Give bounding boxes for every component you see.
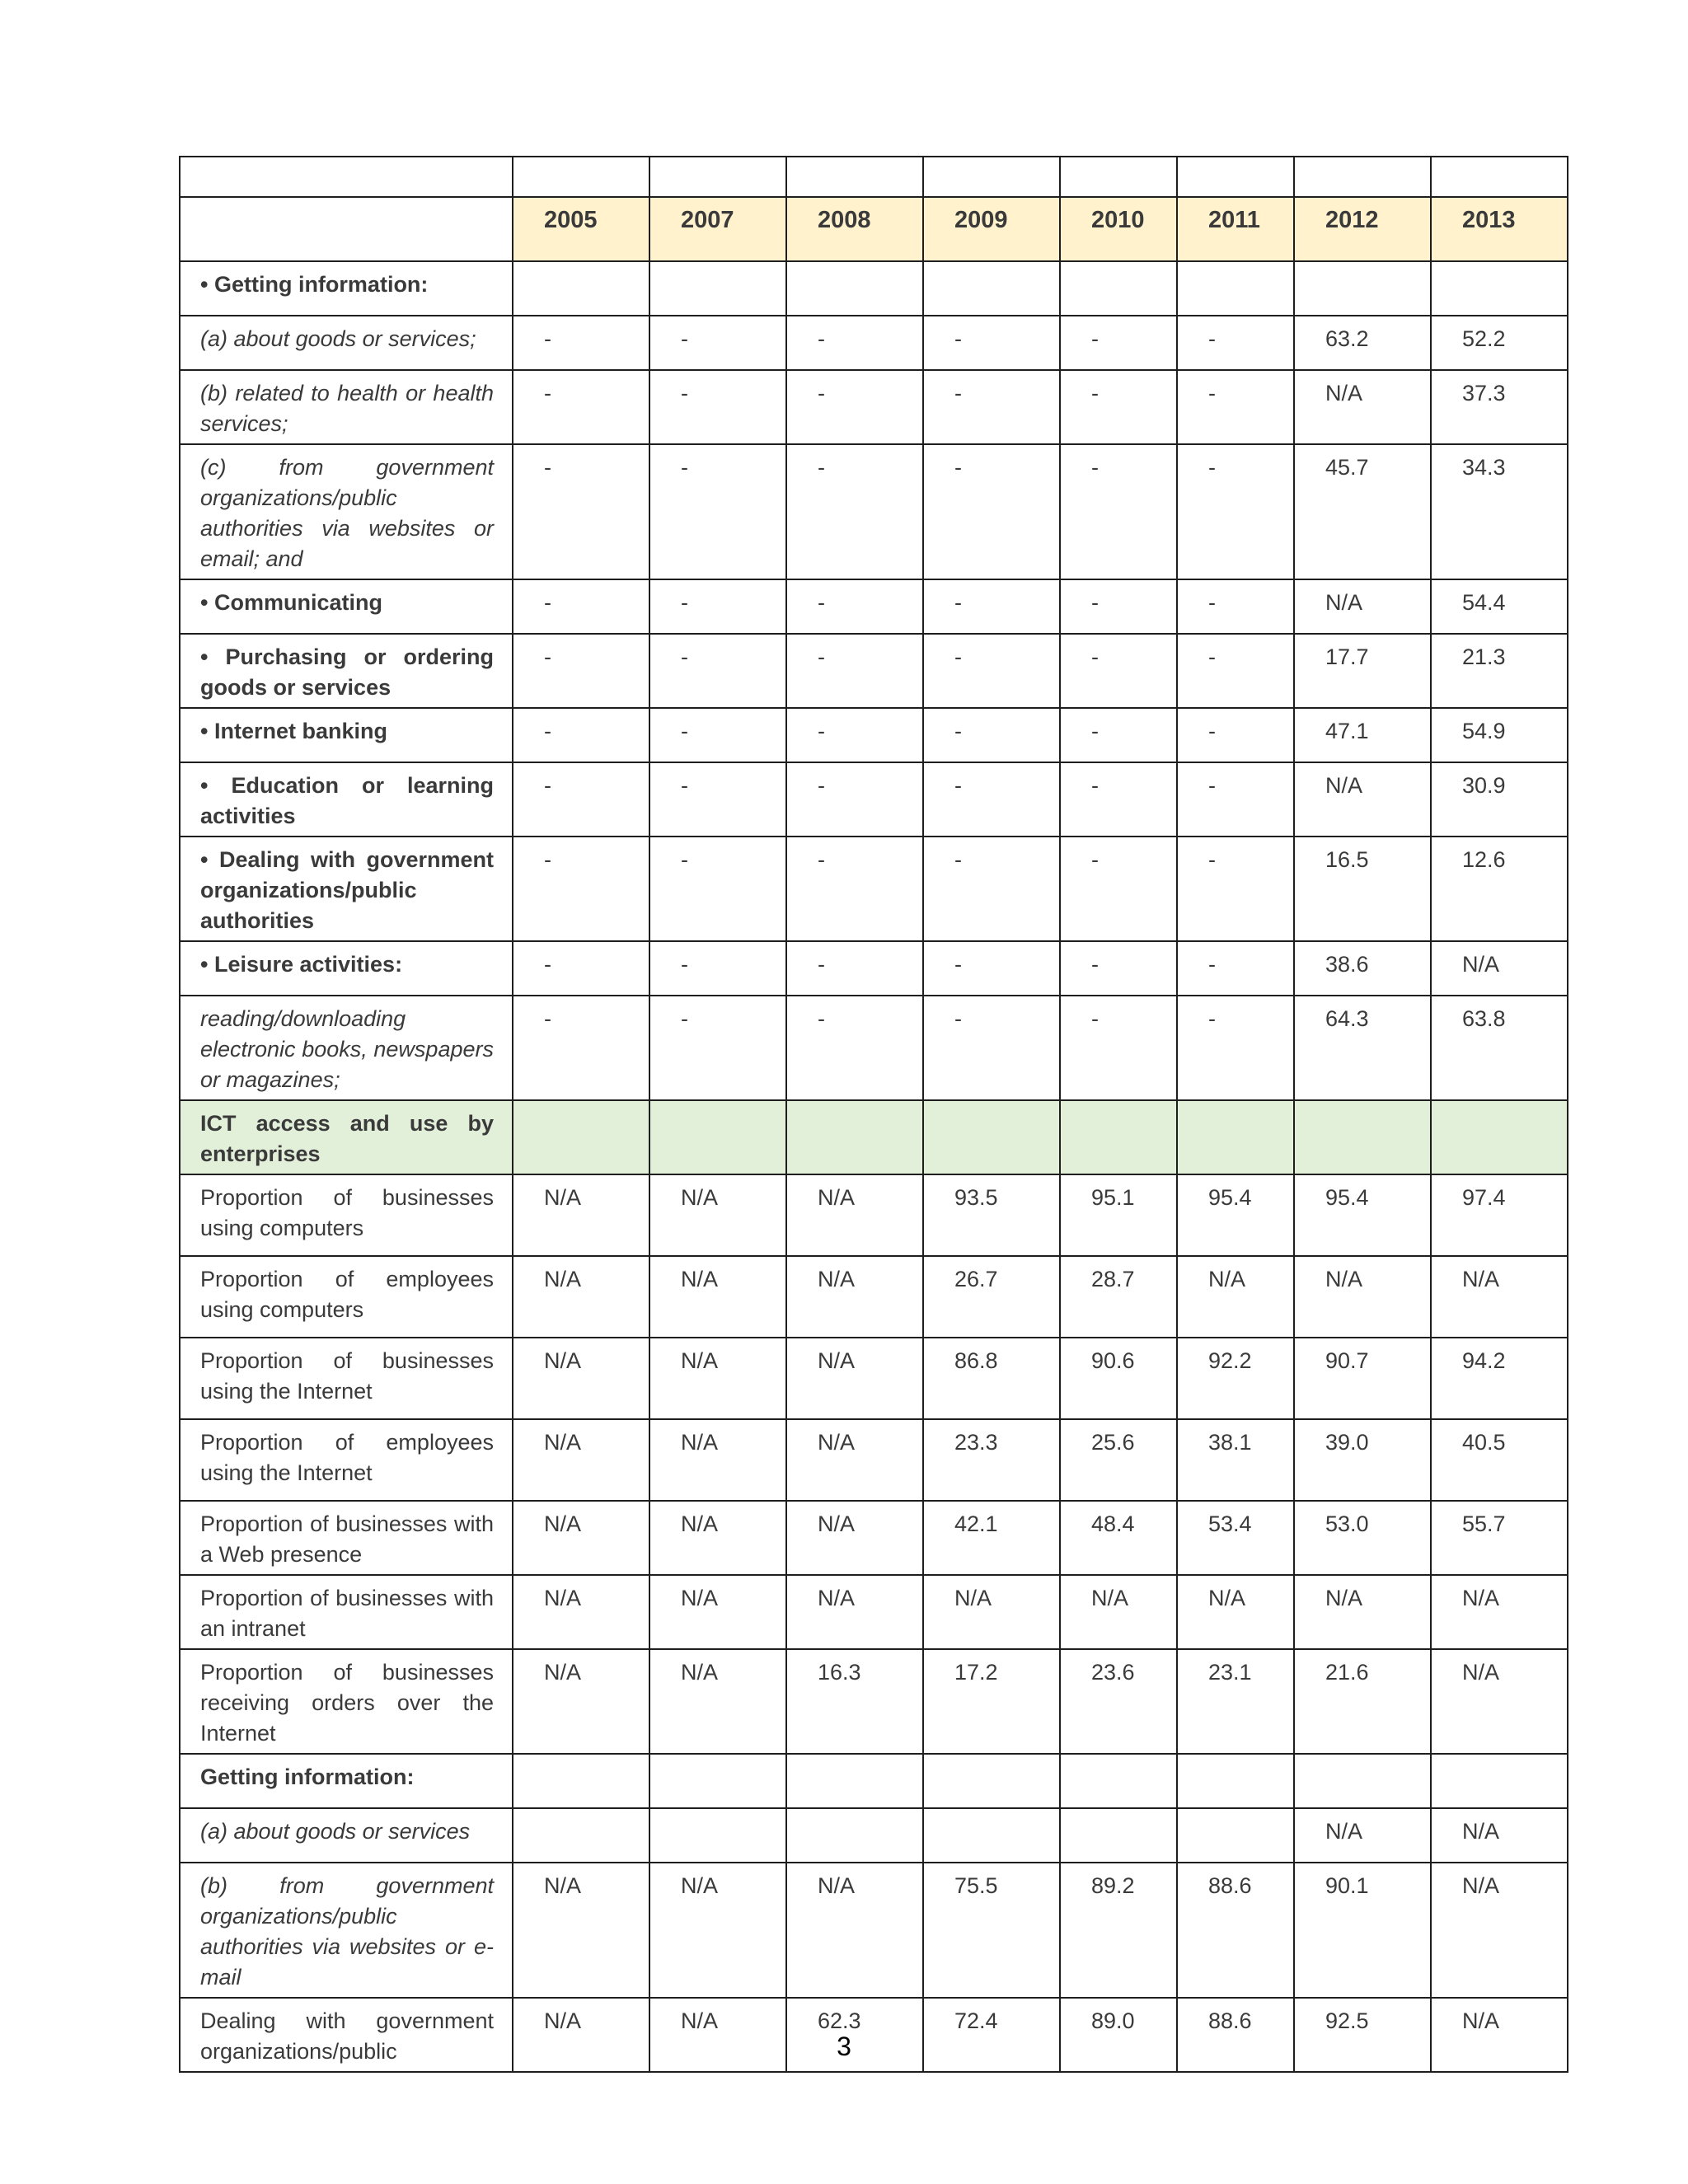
value-cell-2013: 54.4 (1431, 579, 1568, 634)
header-corner-cell (180, 197, 513, 261)
value-cell-2005: N/A (513, 1419, 649, 1501)
value-cell-2009: N/A (923, 1575, 1060, 1649)
spacer-cell (649, 157, 786, 197)
row-label: reading/downloading electronic books, newspapers or magazines; (180, 996, 513, 1100)
spacer-cell (923, 157, 1060, 197)
value-cell-2011: 88.6 (1177, 1863, 1294, 1998)
value-cell-2011: 92.2 (1177, 1338, 1294, 1419)
value-cell-2005: - (513, 996, 649, 1100)
year-header-2009: 2009 (923, 197, 1060, 261)
row-label: • Education or learning activities (180, 762, 513, 837)
value-cell-2011: 95.4 (1177, 1174, 1294, 1256)
value-cell-2007: - (649, 316, 786, 370)
page-number: 3 (837, 2032, 851, 2061)
value-cell-2005 (513, 1100, 649, 1174)
value-cell-2013: 37.3 (1431, 370, 1568, 444)
spacer-cell (786, 157, 923, 197)
value-cell-2005: N/A (513, 1649, 649, 1754)
table-row (180, 261, 1568, 316)
value-cell-2010 (1060, 261, 1177, 316)
row-label: Proportion of businesses receiving orders over the Internet (180, 1649, 513, 1754)
row-label: Proportion of employees using computers (180, 1256, 513, 1338)
row-label: (a) about goods or services; (180, 316, 513, 370)
row-label: (a) about goods or services (180, 1808, 513, 1863)
table-row (180, 1754, 1568, 1808)
value-cell-2010: - (1060, 837, 1177, 941)
value-cell-2005 (513, 1754, 649, 1808)
value-cell-2009: - (923, 837, 1060, 941)
value-cell-2012: 38.6 (1294, 941, 1431, 996)
value-cell-2008: N/A (786, 1863, 923, 1998)
value-cell-2007: N/A (649, 1575, 786, 1649)
year-header-row (180, 197, 1568, 261)
table-row (180, 837, 1568, 941)
spacer-cell (1060, 157, 1177, 197)
value-cell-2005 (513, 261, 649, 316)
value-cell-2009: 42.1 (923, 1501, 1060, 1575)
value-cell-2005: N/A (513, 1575, 649, 1649)
value-cell-2007: - (649, 762, 786, 837)
value-cell-2008: - (786, 634, 923, 708)
table-row (180, 1256, 1568, 1338)
value-cell-2007: - (649, 370, 786, 444)
value-cell-2007: - (649, 837, 786, 941)
value-cell-2005: N/A (513, 1501, 649, 1575)
value-cell-2005: - (513, 762, 649, 837)
value-cell-2008: - (786, 370, 923, 444)
value-cell-2007: N/A (649, 1174, 786, 1256)
value-cell-2013: 97.4 (1431, 1174, 1568, 1256)
spacer-cell (180, 157, 513, 197)
value-cell-2010: 23.6 (1060, 1649, 1177, 1754)
value-cell-2013: 30.9 (1431, 762, 1568, 837)
value-cell-2008: N/A (786, 1501, 923, 1575)
table-row (180, 1419, 1568, 1501)
table-row (180, 996, 1568, 1100)
row-label: Getting information: (180, 1754, 513, 1808)
value-cell-2011: - (1177, 634, 1294, 708)
value-cell-2013: 21.3 (1431, 634, 1568, 708)
value-cell-2005: - (513, 444, 649, 579)
value-cell-2011: - (1177, 708, 1294, 762)
value-cell-2012: 39.0 (1294, 1419, 1431, 1501)
table-row (180, 1174, 1568, 1256)
row-label: Proportion of businesses using the Internet (180, 1338, 513, 1419)
value-cell-2009: - (923, 941, 1060, 996)
value-cell-2010: - (1060, 762, 1177, 837)
value-cell-2012: N/A (1294, 1808, 1431, 1863)
value-cell-2008: 62.3 (786, 1998, 923, 2072)
value-cell-2011: 23.1 (1177, 1649, 1294, 1754)
value-cell-2008: - (786, 762, 923, 837)
value-cell-2007: N/A (649, 1419, 786, 1501)
value-cell-2007: - (649, 996, 786, 1100)
row-label: Proportion of employees using the Internet (180, 1419, 513, 1501)
value-cell-2005: N/A (513, 1863, 649, 1998)
value-cell-2005: - (513, 708, 649, 762)
value-cell-2008: N/A (786, 1174, 923, 1256)
value-cell-2012 (1294, 1100, 1431, 1174)
value-cell-2010: - (1060, 708, 1177, 762)
year-header-2005: 2005 (513, 197, 649, 261)
year-header-2007: 2007 (649, 197, 786, 261)
row-label: (b) from government organizations/public authorities via websites or e-mail (180, 1863, 513, 1998)
table-row (180, 316, 1568, 370)
value-cell-2005: - (513, 634, 649, 708)
value-cell-2008: - (786, 941, 923, 996)
value-cell-2005: - (513, 837, 649, 941)
value-cell-2005: - (513, 579, 649, 634)
value-cell-2008 (786, 1100, 923, 1174)
row-label: Dealing with government organizations/public (180, 1998, 513, 2072)
value-cell-2009 (923, 1754, 1060, 1808)
value-cell-2012: 92.5 (1294, 1998, 1431, 2072)
value-cell-2005: N/A (513, 1998, 649, 2072)
value-cell-2013: N/A (1431, 1649, 1568, 1754)
value-cell-2011: 53.4 (1177, 1501, 1294, 1575)
value-cell-2013: N/A (1431, 1998, 1568, 2072)
section-row (180, 1100, 1568, 1174)
value-cell-2012: 45.7 (1294, 444, 1431, 579)
value-cell-2008: 16.3 (786, 1649, 923, 1754)
value-cell-2011: - (1177, 941, 1294, 996)
value-cell-2010: - (1060, 634, 1177, 708)
row-label: (b) related to health or health services; (180, 370, 513, 444)
value-cell-2007: - (649, 444, 786, 579)
row-label: • Internet banking (180, 708, 513, 762)
value-cell-2005 (513, 1808, 649, 1863)
value-cell-2007: - (649, 579, 786, 634)
value-cell-2012: N/A (1294, 762, 1431, 837)
value-cell-2007: N/A (649, 1649, 786, 1754)
value-cell-2013: N/A (1431, 1808, 1568, 1863)
value-cell-2007: - (649, 708, 786, 762)
value-cell-2010: - (1060, 579, 1177, 634)
value-cell-2012 (1294, 1754, 1431, 1808)
value-cell-2009: 72.4 (923, 1998, 1060, 2072)
value-cell-2007: N/A (649, 1338, 786, 1419)
value-cell-2010: 90.6 (1060, 1338, 1177, 1419)
value-cell-2011: - (1177, 837, 1294, 941)
header-spacer-row (180, 157, 1568, 197)
value-cell-2009: - (923, 370, 1060, 444)
value-cell-2010: 28.7 (1060, 1256, 1177, 1338)
spacer-cell (1431, 157, 1568, 197)
value-cell-2005: N/A (513, 1174, 649, 1256)
value-cell-2008 (786, 1808, 923, 1863)
value-cell-2012: 63.2 (1294, 316, 1431, 370)
row-label: • Getting information: (180, 261, 513, 316)
value-cell-2010: N/A (1060, 1575, 1177, 1649)
value-cell-2007: N/A (649, 1256, 786, 1338)
table-row (180, 1649, 1568, 1754)
value-cell-2012: 47.1 (1294, 708, 1431, 762)
value-cell-2008: N/A (786, 1419, 923, 1501)
value-cell-2007: N/A (649, 1998, 786, 2072)
value-cell-2009: - (923, 634, 1060, 708)
value-cell-2013: 40.5 (1431, 1419, 1568, 1501)
row-label: • Leisure activities: (180, 941, 513, 996)
value-cell-2010 (1060, 1100, 1177, 1174)
value-cell-2005: N/A (513, 1338, 649, 1419)
value-cell-2009 (923, 261, 1060, 316)
table-row (180, 1575, 1568, 1649)
value-cell-2011 (1177, 1100, 1294, 1174)
table-row (180, 444, 1568, 579)
table-row (180, 708, 1568, 762)
row-label: (c) from government organizations/public authorities via websites or email; and (180, 444, 513, 579)
value-cell-2011: 88.6 (1177, 1998, 1294, 2072)
value-cell-2012: 95.4 (1294, 1174, 1431, 1256)
table-row (180, 1501, 1568, 1575)
year-header-2010: 2010 (1060, 197, 1177, 261)
value-cell-2013: 52.2 (1431, 316, 1568, 370)
value-cell-2008: - (786, 579, 923, 634)
value-cell-2009: - (923, 444, 1060, 579)
value-cell-2012: N/A (1294, 579, 1431, 634)
value-cell-2009: 17.2 (923, 1649, 1060, 1754)
value-cell-2013 (1431, 1754, 1568, 1808)
value-cell-2007: N/A (649, 1863, 786, 1998)
value-cell-2005: - (513, 941, 649, 996)
value-cell-2013: 12.6 (1431, 837, 1568, 941)
value-cell-2010: 48.4 (1060, 1501, 1177, 1575)
value-cell-2010: - (1060, 941, 1177, 996)
value-cell-2008: - (786, 708, 923, 762)
value-cell-2009: 75.5 (923, 1863, 1060, 1998)
spacer-cell (513, 157, 649, 197)
value-cell-2010: - (1060, 370, 1177, 444)
value-cell-2010: 89.2 (1060, 1863, 1177, 1998)
value-cell-2013: 55.7 (1431, 1501, 1568, 1575)
value-cell-2011: - (1177, 996, 1294, 1100)
value-cell-2011: N/A (1177, 1256, 1294, 1338)
value-cell-2011: - (1177, 370, 1294, 444)
year-header-2012: 2012 (1294, 197, 1431, 261)
spacer-cell (1294, 157, 1431, 197)
value-cell-2008: - (786, 316, 923, 370)
value-cell-2009: - (923, 762, 1060, 837)
value-cell-2012: 17.7 (1294, 634, 1431, 708)
value-cell-2009: - (923, 316, 1060, 370)
value-cell-2012: 90.1 (1294, 1863, 1431, 1998)
year-header-2011: 2011 (1177, 197, 1294, 261)
value-cell-2012: N/A (1294, 370, 1431, 444)
table-row (180, 634, 1568, 708)
value-cell-2010: 89.0 (1060, 1998, 1177, 2072)
data-table (179, 156, 1568, 2073)
value-cell-2012: N/A (1294, 1575, 1431, 1649)
value-cell-2009: - (923, 579, 1060, 634)
table-row (180, 762, 1568, 837)
value-cell-2008: - (786, 444, 923, 579)
value-cell-2013: 54.9 (1431, 708, 1568, 762)
value-cell-2013: 94.2 (1431, 1338, 1568, 1419)
table-row (180, 1863, 1568, 1998)
row-label: • Purchasing or ordering goods or services (180, 634, 513, 708)
value-cell-2009 (923, 1100, 1060, 1174)
value-cell-2009: - (923, 708, 1060, 762)
table-row (180, 370, 1568, 444)
value-cell-2010: - (1060, 444, 1177, 579)
value-cell-2011: - (1177, 316, 1294, 370)
table-row (180, 1808, 1568, 1863)
value-cell-2007 (649, 261, 786, 316)
value-cell-2005: N/A (513, 1256, 649, 1338)
value-cell-2013: 34.3 (1431, 444, 1568, 579)
value-cell-2008: N/A (786, 1256, 923, 1338)
value-cell-2013: N/A (1431, 1863, 1568, 1998)
value-cell-2012: 21.6 (1294, 1649, 1431, 1754)
value-cell-2011: N/A (1177, 1575, 1294, 1649)
value-cell-2010: 95.1 (1060, 1174, 1177, 1256)
value-cell-2007: - (649, 634, 786, 708)
value-cell-2010: - (1060, 316, 1177, 370)
value-cell-2007 (649, 1808, 786, 1863)
year-header-2008: 2008 (786, 197, 923, 261)
value-cell-2008: N/A (786, 1575, 923, 1649)
value-cell-2012: 53.0 (1294, 1501, 1431, 1575)
value-cell-2009 (923, 1808, 1060, 1863)
row-label: Proportion of businesses using computers (180, 1174, 513, 1256)
value-cell-2011 (1177, 261, 1294, 316)
value-cell-2013 (1431, 261, 1568, 316)
table-body (180, 157, 1568, 2072)
table-row (180, 941, 1568, 996)
value-cell-2011 (1177, 1808, 1294, 1863)
value-cell-2013: N/A (1431, 1575, 1568, 1649)
value-cell-2011: - (1177, 444, 1294, 579)
table-row (180, 1338, 1568, 1419)
value-cell-2007 (649, 1754, 786, 1808)
value-cell-2009: - (923, 996, 1060, 1100)
value-cell-2005: - (513, 370, 649, 444)
value-cell-2011: - (1177, 579, 1294, 634)
value-cell-2012: 64.3 (1294, 996, 1431, 1100)
value-cell-2010: - (1060, 996, 1177, 1100)
value-cell-2011: - (1177, 762, 1294, 837)
value-cell-2013: N/A (1431, 941, 1568, 996)
value-cell-2009: 26.7 (923, 1256, 1060, 1338)
value-cell-2008 (786, 1754, 923, 1808)
value-cell-2007: - (649, 941, 786, 996)
value-cell-2008 (786, 261, 923, 316)
row-label: ICT access and use by enterprises (180, 1100, 513, 1174)
value-cell-2009: 23.3 (923, 1419, 1060, 1501)
row-label: Proportion of businesses with a Web presence (180, 1501, 513, 1575)
value-cell-2012: N/A (1294, 1256, 1431, 1338)
value-cell-2010 (1060, 1808, 1177, 1863)
value-cell-2010: 25.6 (1060, 1419, 1177, 1501)
year-header-2013: 2013 (1431, 197, 1568, 261)
value-cell-2008: N/A (786, 1338, 923, 1419)
value-cell-2013: N/A (1431, 1256, 1568, 1338)
value-cell-2008: - (786, 996, 923, 1100)
value-cell-2012: 90.7 (1294, 1338, 1431, 1419)
value-cell-2013 (1431, 1100, 1568, 1174)
value-cell-2007 (649, 1100, 786, 1174)
value-cell-2012: 16.5 (1294, 837, 1431, 941)
value-cell-2009: 86.8 (923, 1338, 1060, 1419)
value-cell-2013: 63.8 (1431, 996, 1568, 1100)
row-label: • Communicating (180, 579, 513, 634)
row-label: Proportion of businesses with an intranet (180, 1575, 513, 1649)
value-cell-2011: 38.1 (1177, 1419, 1294, 1501)
value-cell-2008: - (786, 837, 923, 941)
spacer-cell (1177, 157, 1294, 197)
value-cell-2009: 93.5 (923, 1174, 1060, 1256)
value-cell-2012 (1294, 261, 1431, 316)
row-label: • Dealing with government organizations/public authorities (180, 837, 513, 941)
value-cell-2005: - (513, 316, 649, 370)
value-cell-2011 (1177, 1754, 1294, 1808)
table-row (180, 579, 1568, 634)
value-cell-2010 (1060, 1754, 1177, 1808)
value-cell-2007: N/A (649, 1501, 786, 1575)
